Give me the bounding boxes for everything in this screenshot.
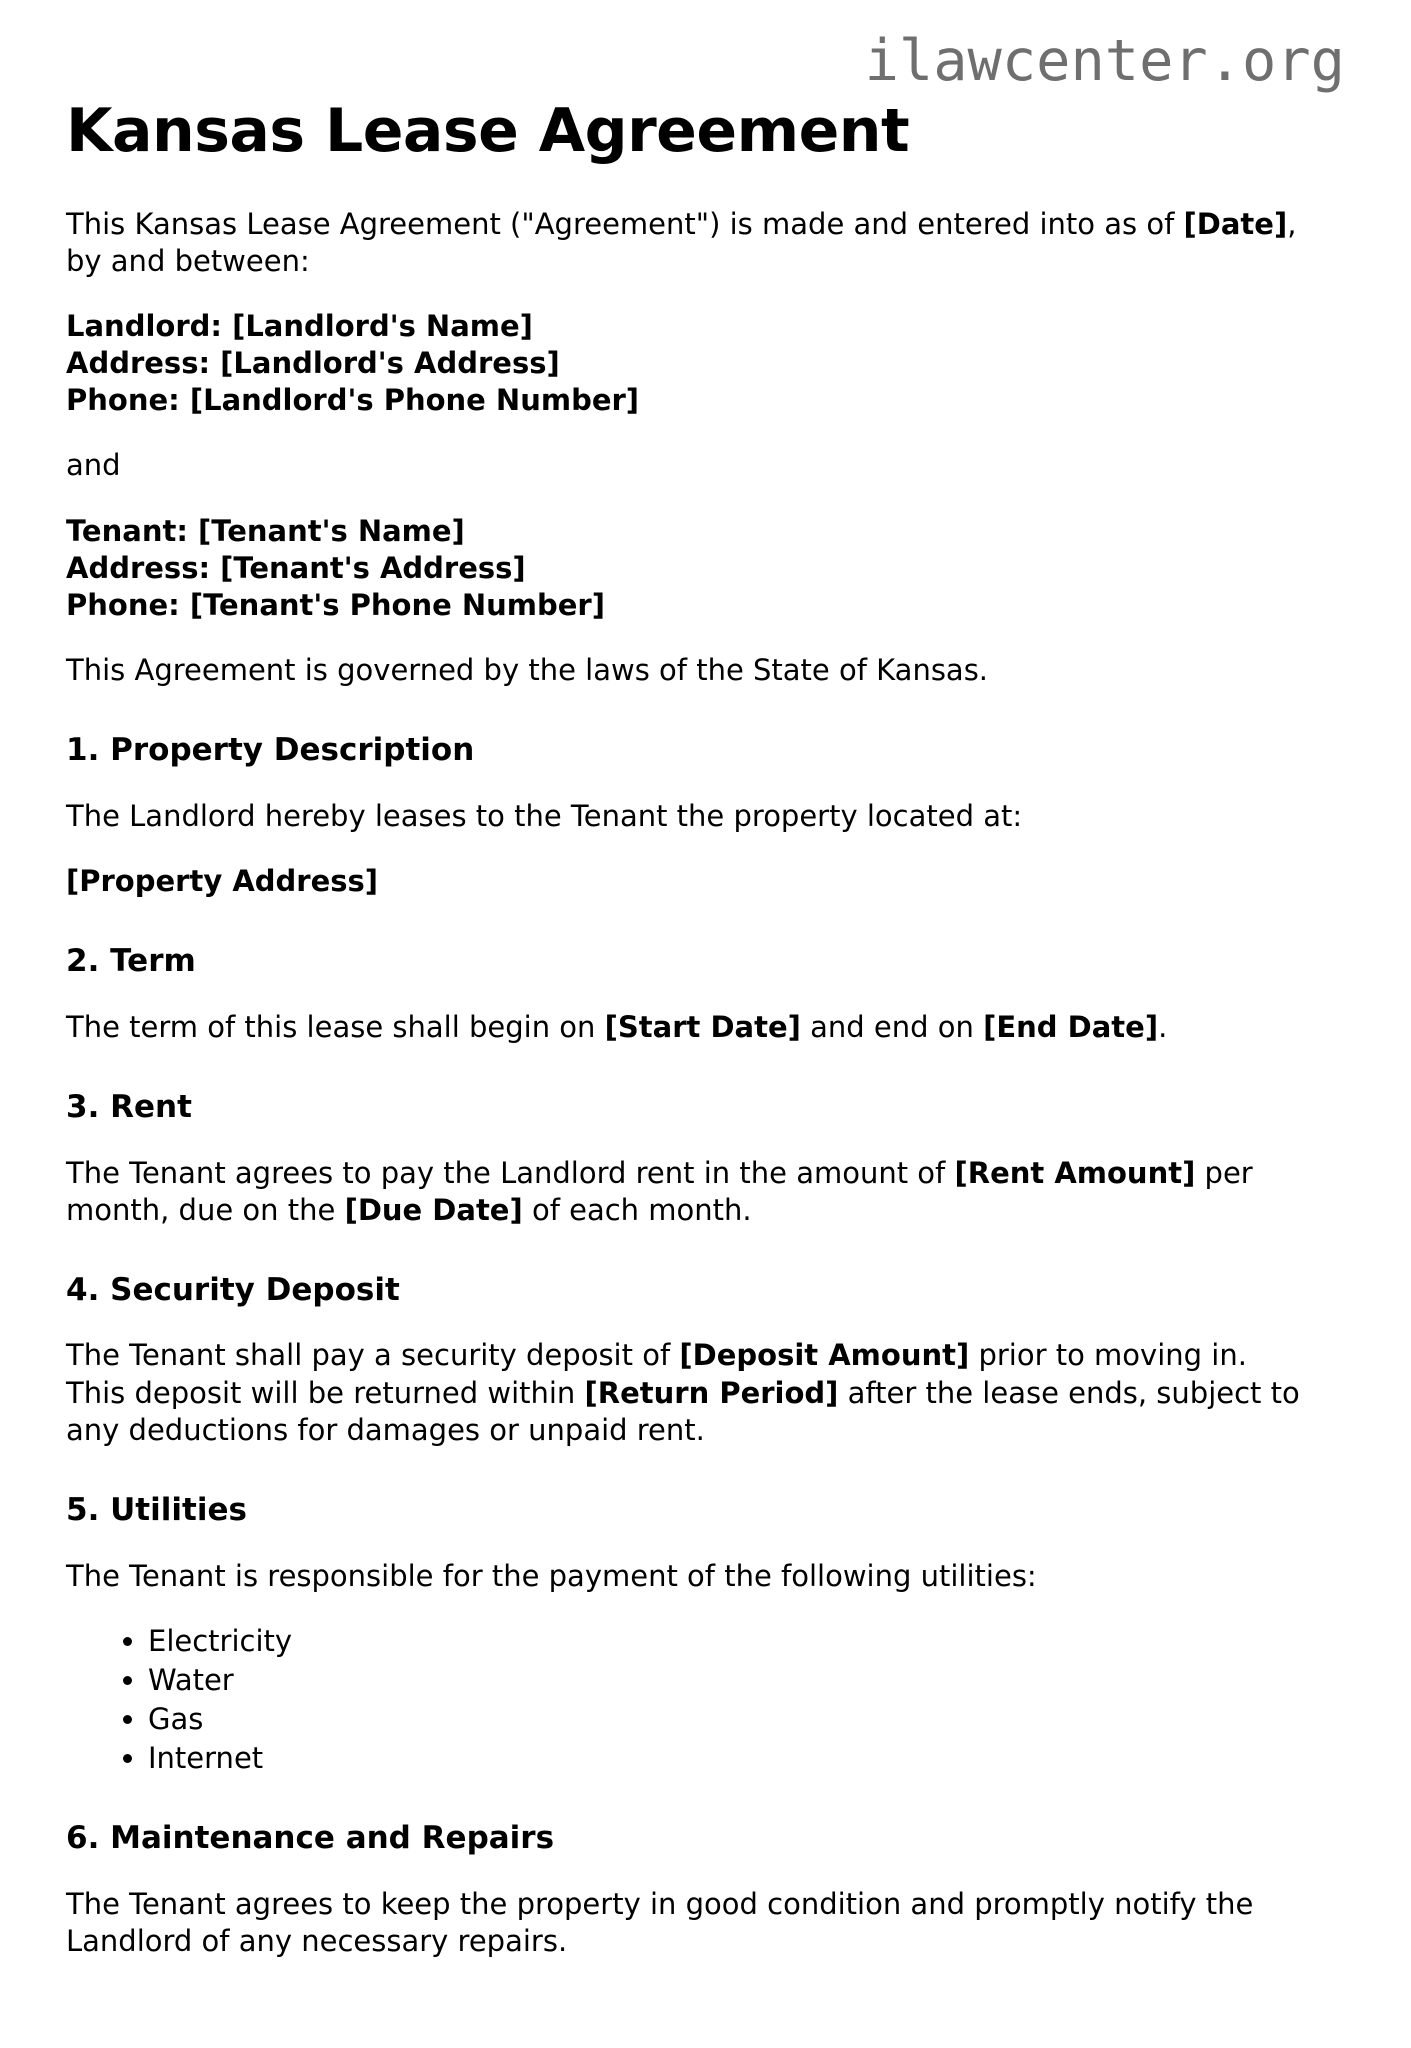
deposit-text-post: after the lease ends, subject to any deductions for damages or unpaid rent. <box>66 1375 1300 1447</box>
deposit-text-pre: The Tenant shall pay a security deposit of <box>66 1338 680 1373</box>
intro-text-after-date: , by and between: <box>66 206 1297 278</box>
rent-amount-placeholder: [Rent Amount] <box>954 1155 1196 1190</box>
tenant-phone-line: Phone: [Tenant's Phone Number] <box>66 587 605 622</box>
maintenance-body-paragraph: The Tenant agrees to keep the property in good condition and promptly notify the Landlord of any necessary repairs. <box>66 1886 1254 1958</box>
connector-and: and <box>66 448 121 483</box>
term-body-paragraph <box>66 1009 1309 1046</box>
section-heading-rent: 3. Rent <box>66 1088 192 1125</box>
return-period-placeholder: [Return Period] <box>584 1375 839 1410</box>
deposit-text-mid: prior to moving in. This deposit will be returned within <box>66 1338 1247 1410</box>
term-text-pre: The term of this lease shall begin on <box>66 1009 605 1044</box>
property-address-placeholder: [Property Address] <box>66 863 379 898</box>
deposit-body-paragraph <box>66 1337 1309 1448</box>
term-text-post: . <box>1158 1009 1168 1044</box>
section-heading-maintenance: 6. Maintenance and Repairs <box>66 1820 555 1857</box>
landlord-block <box>66 308 1309 419</box>
page-title: Kansas Lease Agreement <box>66 95 910 166</box>
rent-text-post: of each month. <box>522 1192 752 1227</box>
watermark-site-url: ilawcenter.org <box>864 28 1345 94</box>
utilities-list <box>66 1623 1309 1777</box>
end-date-placeholder: [End Date] <box>983 1009 1159 1044</box>
section-heading-property: 1. Property Description <box>66 731 475 768</box>
date-placeholder: [Date] <box>1183 206 1288 241</box>
rent-body-paragraph <box>66 1155 1309 1229</box>
due-date-placeholder: [Due Date] <box>344 1192 523 1227</box>
tenant-address-line: Address: [Tenant's Address] <box>66 550 526 585</box>
governing-law-paragraph: This Agreement is governed by the laws of the State of Kansas. <box>66 652 989 687</box>
utilities-body-paragraph: The Tenant is responsible for the payment of the following utilities: <box>66 1558 1037 1593</box>
tenant-name-line: Tenant: [Tenant's Name] <box>66 513 465 548</box>
section-heading-term: 2. Term <box>66 942 196 979</box>
deposit-amount-placeholder: [Deposit Amount] <box>679 1338 970 1373</box>
intro-text-before-date: This Kansas Lease Agreement ("Agreement") is made and entered into as of <box>66 206 1184 241</box>
section-heading-deposit: 4. Security Deposit <box>66 1271 400 1308</box>
utilities-list-item-gas: • Gas <box>148 1701 1309 1738</box>
rent-text-pre: The Tenant agrees to pay the Landlord rent in the amount of <box>66 1155 955 1190</box>
property-body-paragraph: The Landlord hereby leases to the Tenant the property located at: <box>66 798 1023 833</box>
intro-paragraph <box>66 206 1309 280</box>
start-date-placeholder: [Start Date] <box>604 1009 801 1044</box>
utilities-list-item-electricity: • Electricity <box>148 1623 1309 1660</box>
term-text-mid: and end on <box>800 1009 984 1044</box>
landlord-name-line: Landlord: [Landlord's Name] <box>66 309 533 344</box>
document-content <box>66 206 1309 1960</box>
utilities-list-item-water: • Water <box>148 1662 1309 1699</box>
landlord-address-line: Address: [Landlord's Address] <box>66 346 560 381</box>
rent-text-mid: per month, due on the <box>66 1155 1253 1227</box>
landlord-phone-line: Phone: [Landlord's Phone Number] <box>66 383 640 418</box>
utilities-list-item-internet: • Internet <box>148 1740 1309 1777</box>
section-heading-utilities: 5. Utilities <box>66 1491 247 1528</box>
tenant-block <box>66 513 1309 624</box>
